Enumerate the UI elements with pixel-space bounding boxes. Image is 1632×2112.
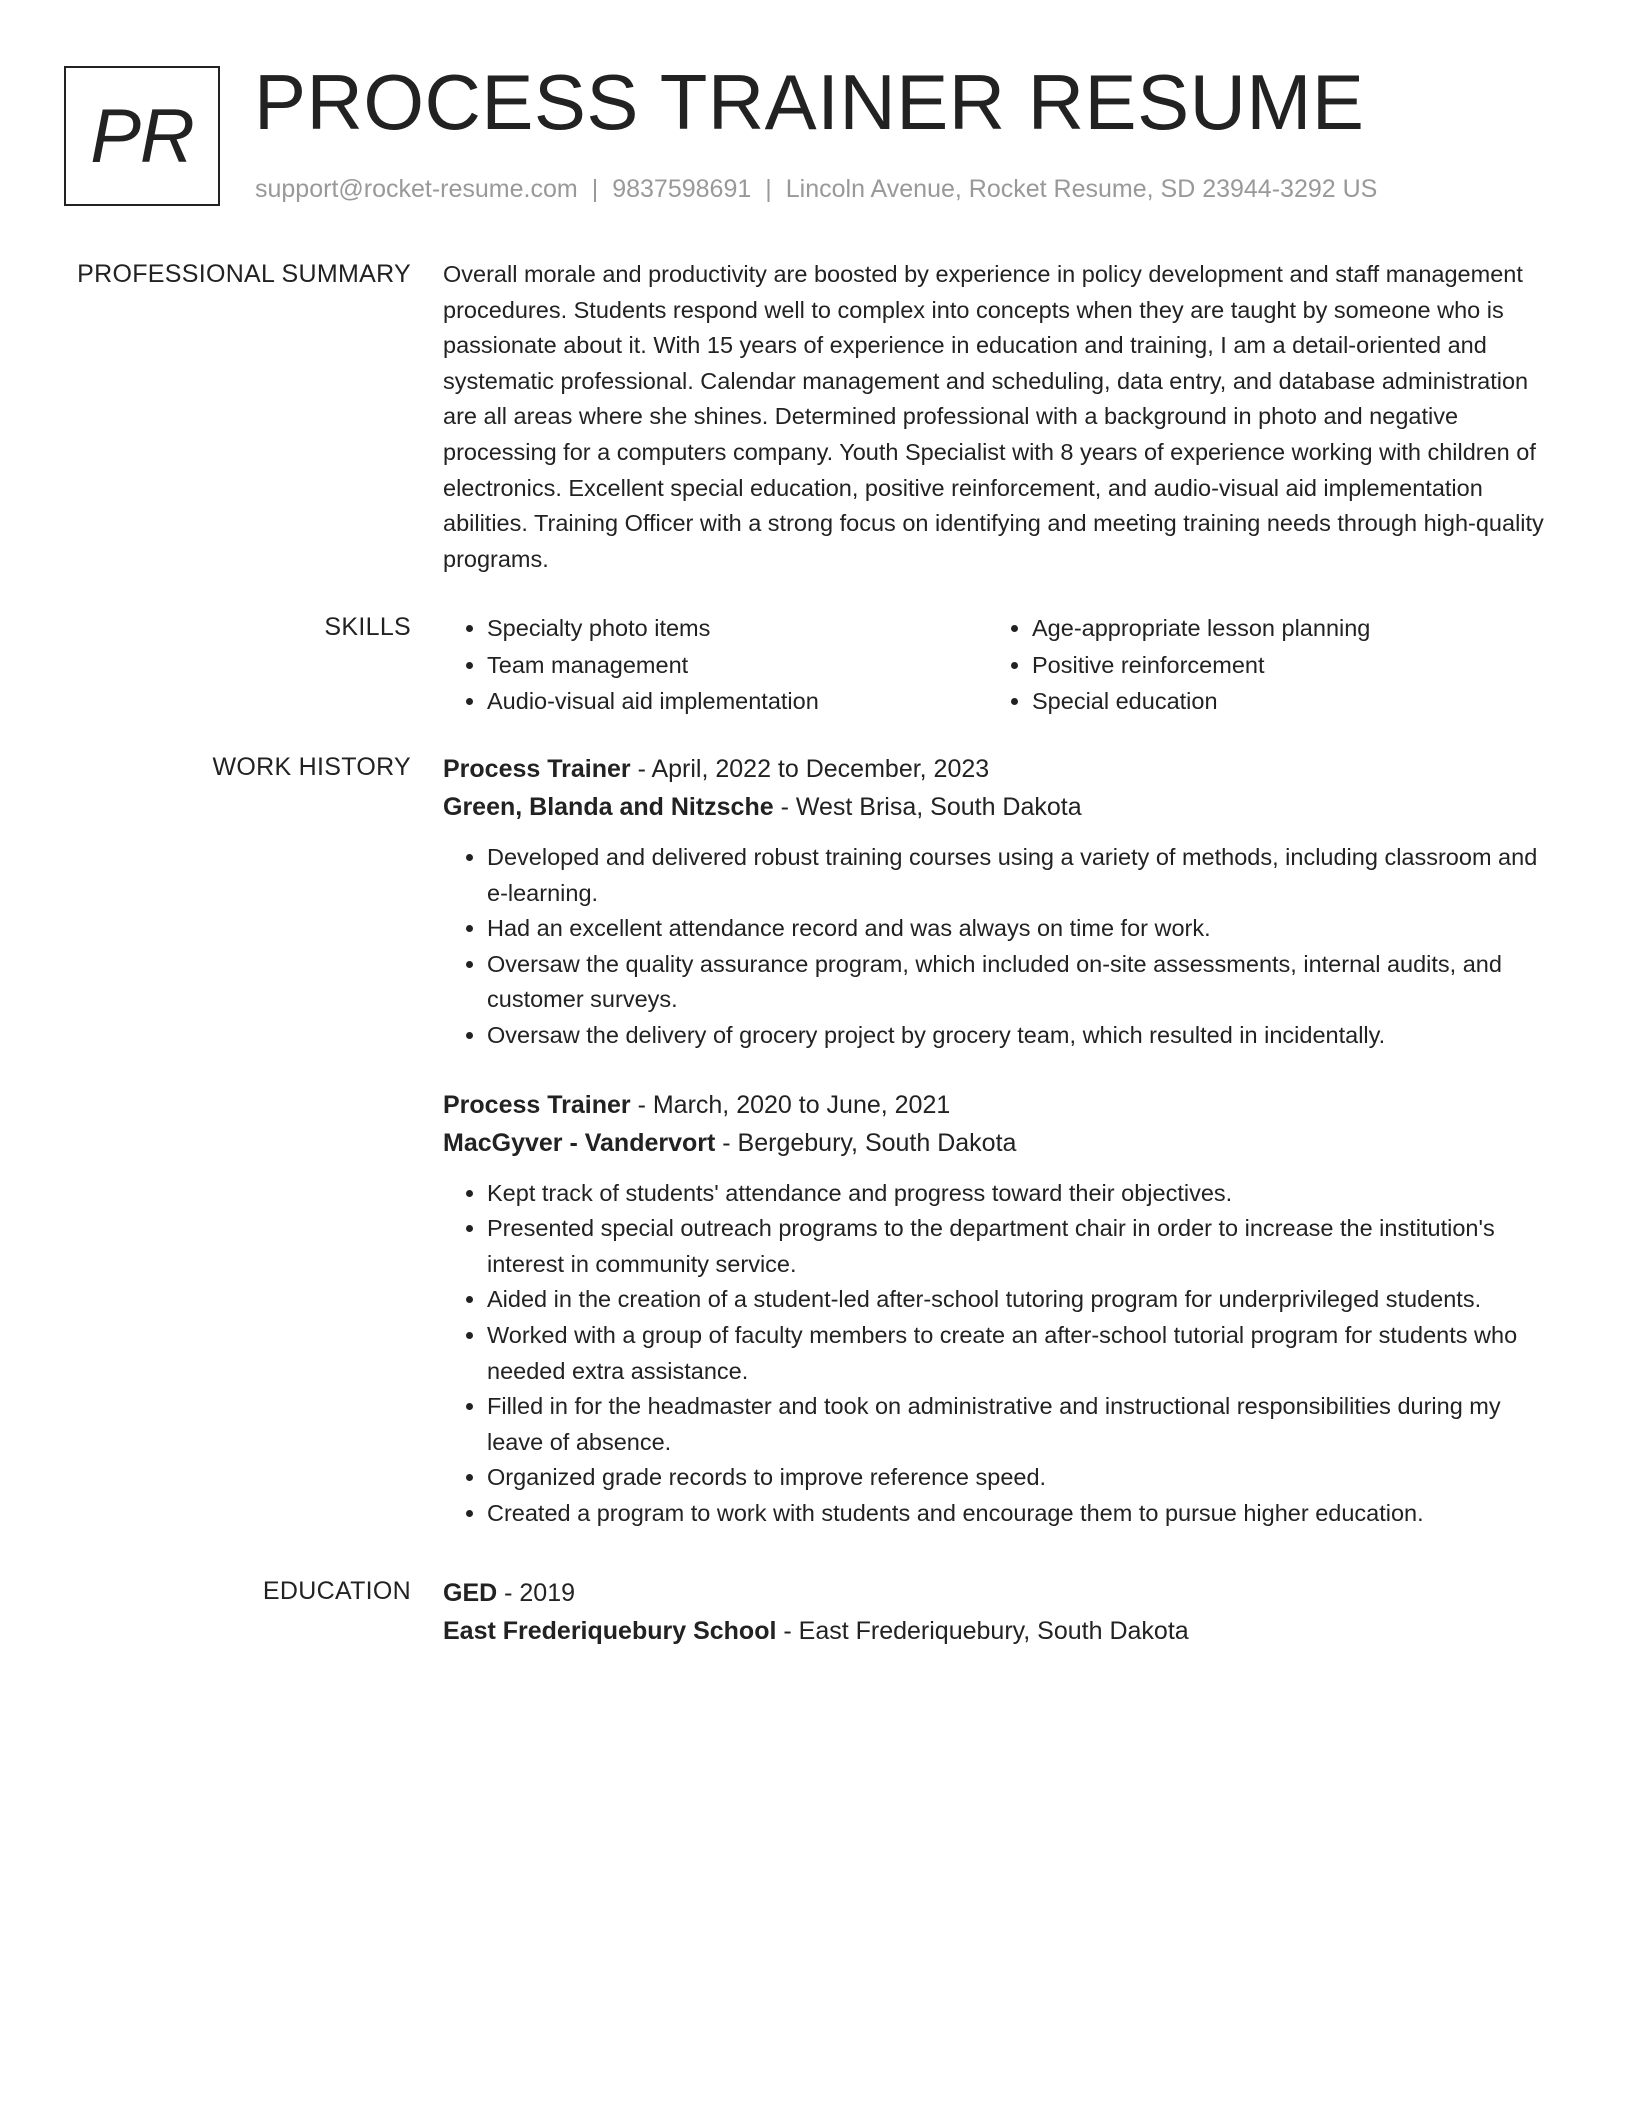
skill-item: • Positive reinforcement xyxy=(1032,647,1533,684)
skill-item: • Special education xyxy=(1032,683,1533,720)
job-company: Green, Blanda and Nitzsche xyxy=(443,793,774,821)
job-bullet: • Oversaw the quality assurance program, which included on-site assessments, internal audits, and customer surveys. xyxy=(487,947,1553,1018)
education-school-line xyxy=(443,1612,1553,1650)
summary-content xyxy=(443,257,1553,577)
job-bullet: • Filled in for the headmaster and took on administrative and instructional responsibilities during my leave of absence. xyxy=(487,1389,1553,1460)
job-bullet: • Developed and delivered robust training courses using a variety of methods, including classroom and e-learning. xyxy=(487,840,1553,911)
skill-item: • Audio-visual aid implementation xyxy=(487,683,988,720)
education-year: - 2019 xyxy=(497,1579,576,1607)
section-label-education: EDUCATION xyxy=(262,1577,411,1605)
education-degree-line xyxy=(443,1574,1553,1612)
contact-address: Lincoln Avenue, Rocket Resume, SD 23944-3292 US xyxy=(785,175,1378,203)
job-bullets xyxy=(443,840,1553,1054)
job-bullet: • Aided in the creation of a student-led after-school tutoring program for underprivileged students. xyxy=(487,1282,1553,1318)
job-bullet: • Presented special outreach programs to the department chair in order to increase the institution's interest in community service. xyxy=(487,1211,1553,1282)
section-label-summary: PROFESSIONAL SUMMARY xyxy=(77,260,411,288)
job-entry xyxy=(443,750,1553,1054)
job-company-line xyxy=(443,1124,1553,1162)
resume-title: PROCESS TRAINER RESUME xyxy=(254,58,1365,146)
job-bullet: • Worked with a group of faculty members to create an after-school tutorial program for students who needed extra assistance. xyxy=(487,1318,1553,1389)
work-history-content xyxy=(443,750,1553,1532)
job-entry xyxy=(443,1086,1553,1532)
education-school: East Frederiquebury School xyxy=(443,1617,777,1645)
job-bullet: • Organized grade records to improve reference speed. xyxy=(487,1460,1553,1496)
job-bullet: • Created a program to work with students and encourage them to pursue higher education. xyxy=(487,1496,1553,1532)
education-location: - East Frederiquebury, South Dakota xyxy=(776,1617,1189,1645)
job-company: MacGyver - Vandervort xyxy=(443,1128,716,1157)
job-location: - Bergebury, South Dakota xyxy=(715,1128,1017,1157)
skill-item: • Specialty photo items xyxy=(487,610,988,647)
summary-text: Overall morale and productivity are boosted by experience in policy development and staff management procedures. Students respond well to complex into concepts when they are taught by someone who is passionate about it. With 15 years of experience in education and training, I am a detail-oriented and systematic professional. Calendar management and scheduling, data entry, and database administration are all areas where she shines. Determined professional with a background in photo and negative processing for a computers company. Youth Specialist with 8 years of experience working with children of electronics. Excellent special education, positive reinforcement, and audio-visual aid implementation abilities. Training Officer with a strong focus on identifying and meeting training needs through high-quality programs. xyxy=(443,261,1544,572)
skills-list-right xyxy=(988,610,1533,720)
job-bullets xyxy=(443,1176,1553,1532)
skill-item: • Age-appropriate lesson planning xyxy=(1032,610,1533,647)
contact-phone[interactable]: 9837598691 xyxy=(612,175,752,203)
job-title-line xyxy=(443,1086,1553,1124)
job-company-line xyxy=(443,788,1553,826)
job-bullet: • Oversaw the delivery of grocery project by grocery team, which resulted in incidentally. xyxy=(487,1018,1553,1054)
job-title: Process Trainer xyxy=(443,755,631,783)
skills-list-left xyxy=(443,610,988,720)
skill-item: • Team management xyxy=(487,647,988,684)
job-bullet: • Kept track of students' attendance and progress toward their objectives. xyxy=(487,1176,1553,1212)
monogram-text: PR xyxy=(90,93,194,179)
contact-separator: | xyxy=(765,175,772,203)
education-degree: GED xyxy=(443,1579,498,1607)
job-dates: - March, 2020 to June, 2021 xyxy=(630,1090,951,1119)
job-bullet: • Had an excellent attendance record and was always on time for work. xyxy=(487,911,1553,947)
contact-email[interactable]: support@rocket-resume.com xyxy=(255,175,578,203)
contact-separator: | xyxy=(591,175,599,203)
section-label-work-history: WORK HISTORY xyxy=(212,753,411,781)
skills-content xyxy=(443,610,1553,720)
job-title: Process Trainer xyxy=(443,1090,631,1119)
education-content xyxy=(443,1574,1553,1650)
monogram-box xyxy=(64,66,220,206)
job-location: - West Brisa, South Dakota xyxy=(773,793,1082,821)
job-title-line xyxy=(443,750,1553,788)
skills-columns xyxy=(443,610,1553,720)
job-dates: - April, 2022 to December, 2023 xyxy=(630,755,990,783)
section-label-skills: SKILLS xyxy=(324,613,411,641)
contact-line xyxy=(255,172,1377,206)
